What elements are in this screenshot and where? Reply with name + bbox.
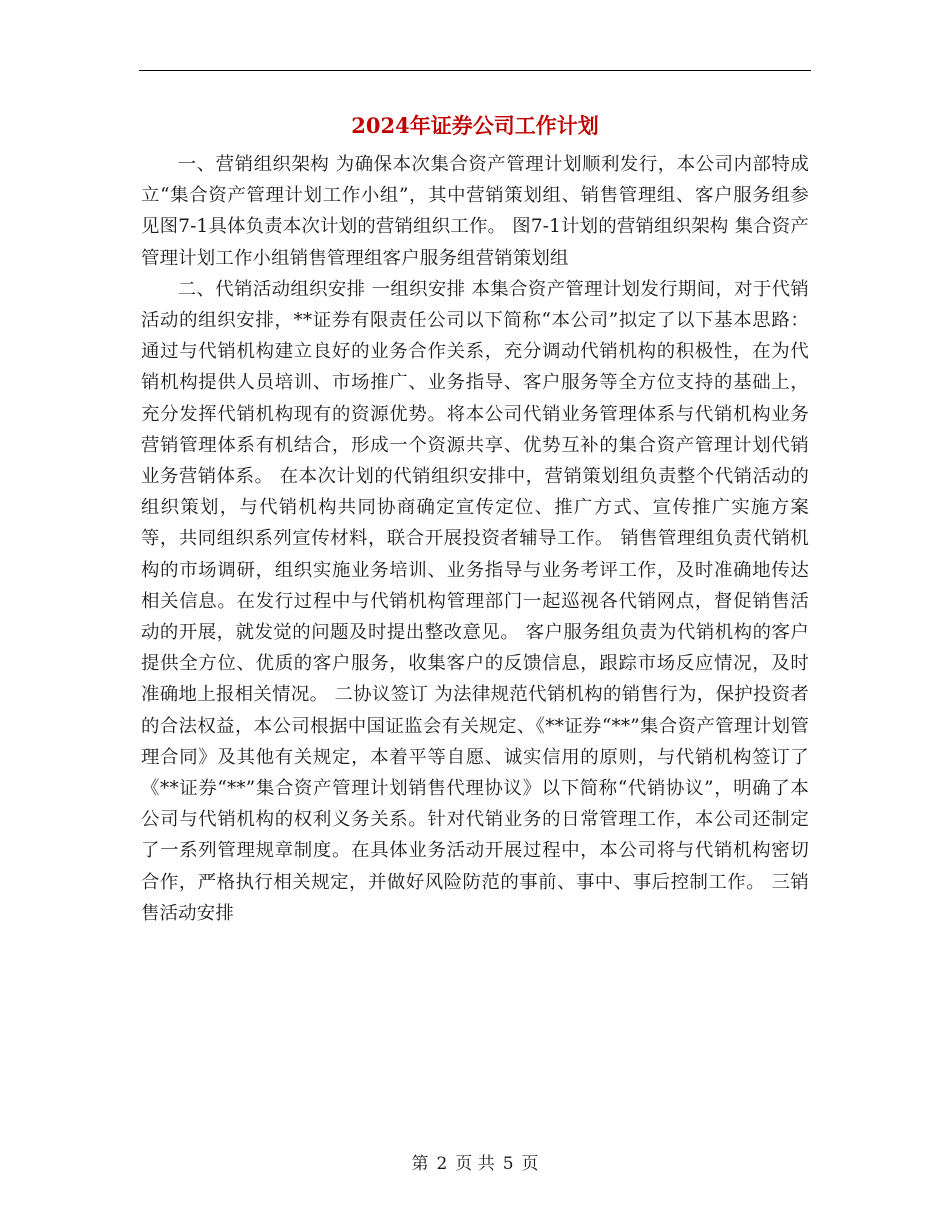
- footer-page-number: 2: [436, 1154, 448, 1174]
- paragraph-distribution-arrangement: 二、代销活动组织安排 一组织安排 本集合资产管理计划发行期间，对于代销活动的组织安排，**证券有限责任公司以下简称“本公司”拟定了以下基本思路：通过与代销机构建立良好的业务合作关系，充分调动代销机构的积极性，在为代销机构提供人员培训、市场推广、业务指导、客户服务等全方位支持的基础上，充分发挥代销机构现有的资源优势。将本公司代销业务管理体系与代销机构业务营销管理体系有机结合，形成一个资源共享、优势互补的集合资产管理计划代销业务营销体系。 在本次计划的代销组织安排中，营销策划组负责整个代销活动的组织策划，与代销机构共同协商确定宣传定位、推广方式、宣传推广实施方案等，共同组织系列宣传材料，联合开展投资者辅导工作。 销售管理组负责代销机构的市场调研，组织实施业务培训、业务指导与业务考评工作，及时准确地传达相关信息。在发行过程中与代销机构管理部门一起巡视各代销网点，督促销售活动的开展，就发觉的问题及时提出整改意见。 客户服务组负责为代销机构的客户提供全方位、优质的客户服务，收集客户的反馈信息，跟踪市场反应情况，及时准确地上报相关情况。 二协议签订 为法律规范代销机构的销售行为，保护投资者的合法权益，本公司根据中国证监会有关规定、《**证券“**”集合资产管理计划管理合同》及其他有关规定，本着平等自愿、诚实信用的原则，与代销机构签订了《**证券“**”集合资产管理计划销售代理协议》以下简称“代销协议”，明确了本公司与代销机构的权利义务关系。针对代销业务的日常管理工作，本公司还制定了一系列管理规章制度。在具体业务活动开展过程中，本公司将与代销机构密切合作，严格执行相关规定，并做好风险防范的事前、事中、事后控制工作。 三销售活动安排: [141, 278, 809, 924]
- document-title: 2024年证券公司工作计划: [351, 113, 599, 138]
- document-body: [141, 149, 809, 929]
- paragraph-marketing-organization: 一、营销组织架构 为确保本次集合资产管理计划顺利发行，本公司内部特成立“集合资产管理计划工作小组”，其中营销策划组、销售管理组、客户服务组参见图7-1具体负责本次计划的营销组织工作。 图7-1计划的营销组织架构 集合资产管理计划工作小组销售管理组客户服务组营销策划组: [141, 154, 809, 269]
- footer-middle: 页 共: [455, 1154, 495, 1174]
- header-rule: [139, 70, 811, 71]
- page-footer: [139, 1152, 811, 1176]
- footer-suffix: 页: [521, 1154, 539, 1174]
- footer-prefix: 第: [411, 1154, 429, 1174]
- footer-total-pages: 5: [502, 1154, 514, 1174]
